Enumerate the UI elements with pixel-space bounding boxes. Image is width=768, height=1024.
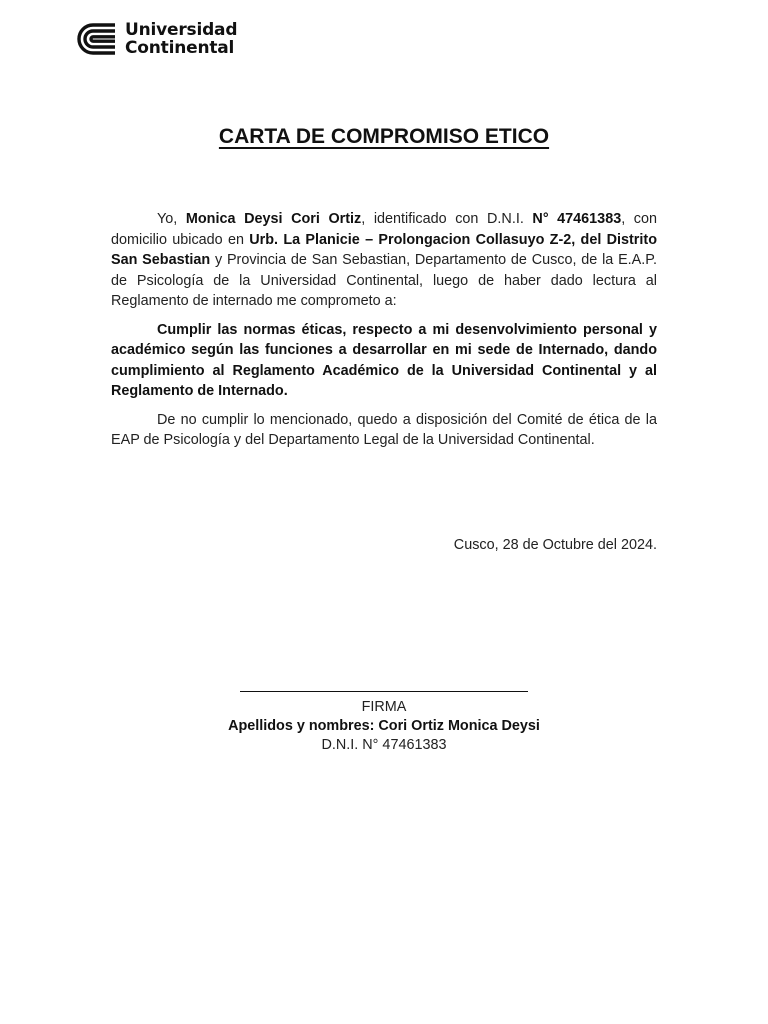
signature-line [240,691,528,692]
logo-text-line2: Continental [125,38,235,58]
logo-text-line1: Universidad [125,20,238,40]
university-logo-mark-icon [75,21,117,57]
commitment-text: Cumplir las normas éticas, respecto a mi desenvolvimiento personal y académico según las funciones a desarrollar en mi sede de Internado, dando cumplimiento al Reglamento Académico de la Universidad Continental y al Reglamento de Internado. [111,321,657,399]
document-title: CARTA DE COMPROMISO ETICO [218,125,550,148]
university-logo [75,20,238,59]
declarant-dni: N° 47461383 [532,211,622,227]
signature-dni: D.N.I. N° 47461383 [321,737,447,753]
paragraph-consequence: De no cumplir lo mencionado, quedo a disposición del Comité de ética de la EAP de Psicología y del Departamento Legal de la Universidad Continental. [111,411,657,448]
document-body [111,209,657,459]
declaration-text-2: , identificado con D.N.I. [361,211,533,227]
declaration-text-1: Yo, [157,211,186,227]
declarant-address: Urb. La Planicie – Prolongacion Collasuyo Z-2, del Distrito San Sebastian [111,231,657,268]
declarant-name: Monica Deysi Cori Ortiz [185,211,362,227]
paragraph-commitment [111,320,657,402]
declaration-text-4: y Provincia de San Sebastian, Departamento de Cusco, de la E.A.P. de Psicología de la Universidad Continental, luego de haber dado lectura al Reglamento de internado me comprometo a: [111,252,657,309]
document-date: Cusco, 28 de Octubre del 2024. [453,537,657,553]
declaration-text-3: , con domicilio ubicado en [111,211,658,248]
university-logo-text [125,21,237,57]
signature-block [0,678,768,755]
signature-label: FIRMA [361,699,407,715]
paragraph-declaration [111,209,657,312]
signature-name: Apellidos y nombres: Cori Ortiz Monica Deysi [228,718,540,734]
